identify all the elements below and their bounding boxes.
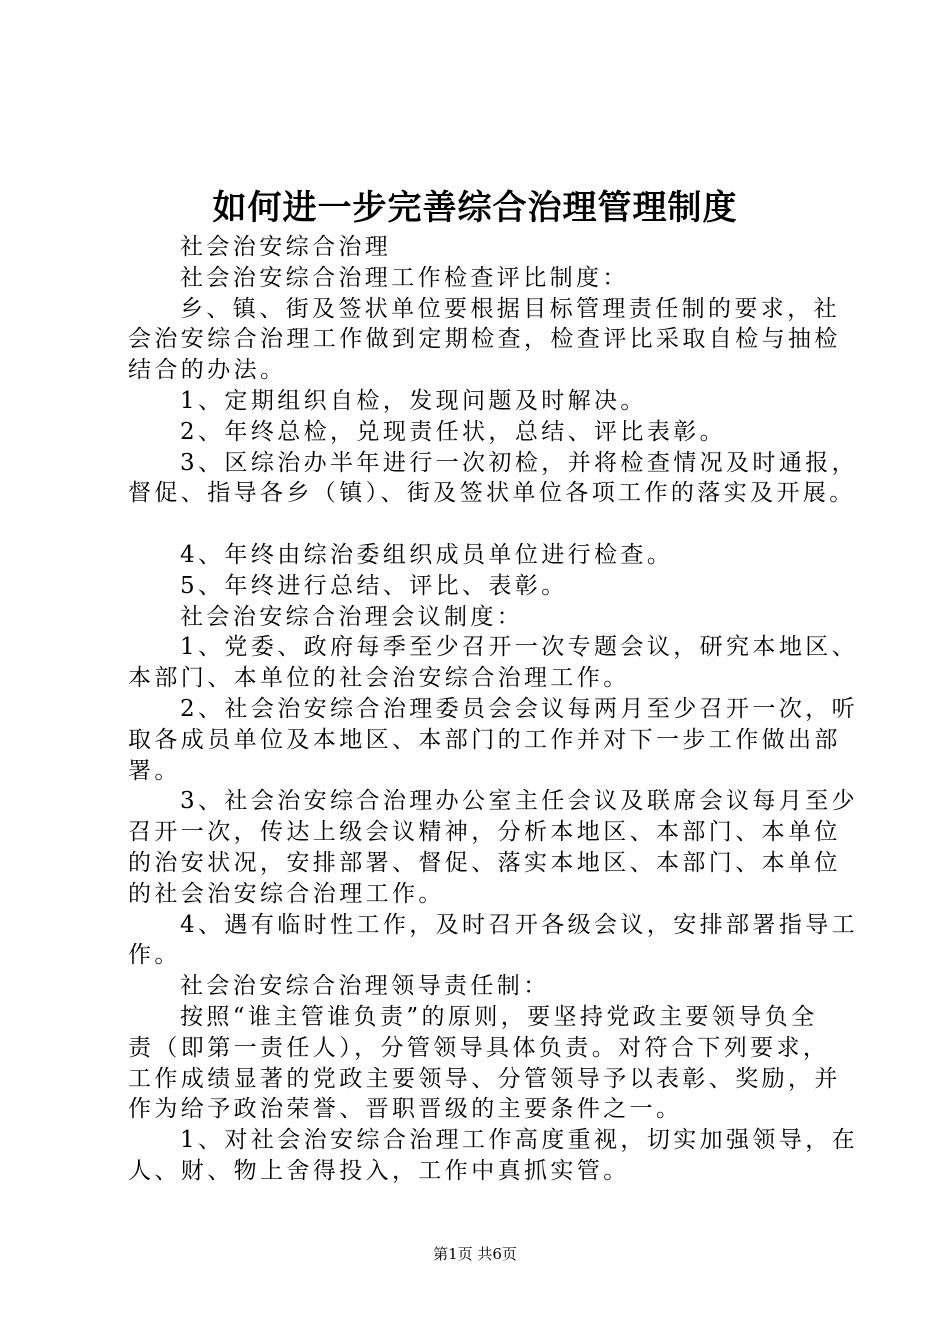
page-number: 第1页 共6页 — [433, 1245, 517, 1263]
text-line: 社会治安综合治理工作检查评比制度： — [180, 264, 629, 291]
text-line: 督促、指导各乡（镇）、街及签状单位各项工作的落实及开展。 — [128, 480, 856, 507]
text-line: 的治安状况，安排部署、督促、落实本地区、本部门、本单位 — [128, 849, 841, 876]
text-line: 1、党委、政府每季至少召开一次专题会议，研究本地区、 — [180, 634, 859, 661]
text-line: 取各成员单位及本地区、本部门的工作并对下一步工作做出部 — [128, 726, 841, 753]
text-line: 本部门、本单位的社会治安综合治理工作。 — [128, 665, 630, 692]
text-line: 的社会治安综合治理工作。 — [128, 880, 445, 907]
text-line: 5、年终进行总结、评比、表彰。 — [180, 572, 568, 599]
text-line: 召开一次，传达上级会议精神，分析本地区、本部门、本单位 — [128, 819, 841, 846]
text-line: 3、社会治安综合治理办公室主任会议及联席会议每月至少 — [180, 788, 859, 815]
text-line: 工作成绩显著的党政主要领导、分管领导予以表彰、奖励，并 — [128, 1065, 841, 1092]
text-line: 社会治安综合治理 — [180, 234, 392, 260]
text-line: 责（即第一责任人），分管领导具体负责。对符合下列要求， — [128, 1034, 830, 1061]
text-line: 2、年终总检，兑现责任状，总结、评比表彰。 — [180, 418, 727, 445]
text-line: 结合的办法。 — [128, 357, 287, 384]
text-line: 人、财、物上舍得投入，工作中真抓实管。 — [128, 1157, 630, 1184]
text-line: 1、对社会治安综合治理工作高度重视，切实加强领导，在 — [180, 1127, 859, 1154]
text-line: 4、遇有临时性工作，及时召开各级会议，安排部署指导工 — [180, 911, 859, 938]
blank-line — [128, 509, 840, 540]
text-line: 2、社会治安综合治理委员会会议每两月至少召开一次，听 — [180, 695, 859, 722]
text-line: 社会治安综合治理会议制度： — [180, 603, 524, 630]
text-line: 会治安综合治理工作做到定期检查，检查评比采取自检与抽检 — [128, 326, 841, 353]
text-line: 社会治安综合治理领导责任制： — [180, 973, 550, 1000]
text-line: 署。 — [128, 757, 181, 784]
text-line: 乡、镇、街及签状单位要根据目标管理责任制的要求，社 — [180, 295, 840, 322]
document-body — [128, 232, 859, 1187]
text-line: 1、定期组织自检，发现问题及时解决。 — [180, 387, 647, 414]
text-line: 作为给予政治荣誉、晋职晋级的主要条件之一。 — [128, 1096, 683, 1123]
text-line: 3、区综治办半年进行一次初检，并将检查情况及时通报， — [180, 449, 859, 476]
text-line: 按照“谁主管谁负责”的原则，要坚持党政主要领导负全 — [180, 1003, 818, 1030]
text-line: 4、年终由综治委组织成员单位进行检查。 — [180, 541, 674, 568]
text-line: 作。 — [128, 942, 181, 969]
document-title: 如何进一步完善综合治理管理制度 — [212, 188, 738, 228]
